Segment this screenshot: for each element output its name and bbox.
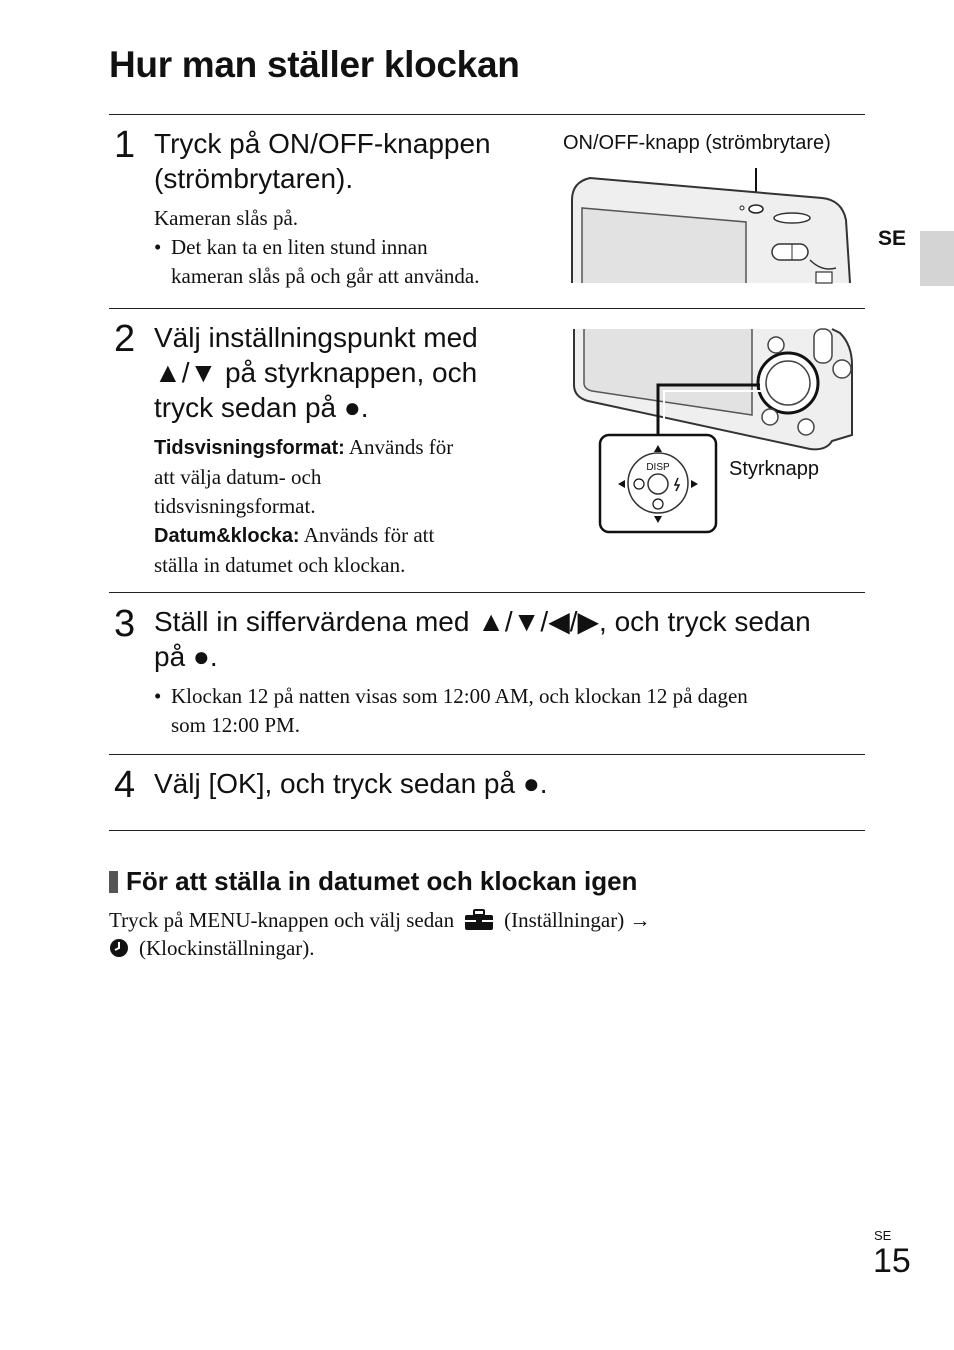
step-3-heading-line: Ställ in siffervärdena med ▲/▼/◀/▶, och tryck sedan bbox=[154, 606, 811, 637]
bullet-line: • Det kan ta en liten stund innan bbox=[171, 235, 428, 259]
bullet-line: som 12:00 PM. bbox=[171, 713, 300, 737]
side-tab bbox=[920, 231, 954, 286]
section-text: (Inställningar) → bbox=[504, 908, 651, 932]
bullet-line: • Klockan 12 på natten visas som 12:00 AM, och klockan 12 på dagen bbox=[171, 684, 748, 708]
divider bbox=[109, 308, 865, 309]
step-4-number: 4 bbox=[114, 764, 135, 806]
step-1-heading bbox=[154, 126, 491, 196]
step-1-text: Kameran slås på. bbox=[154, 206, 299, 230]
section-line bbox=[109, 906, 650, 934]
definition-date-clock bbox=[154, 521, 453, 551]
divider bbox=[109, 114, 865, 115]
clock-icon bbox=[109, 938, 129, 958]
step-1-heading-line: (strömbrytaren). bbox=[154, 163, 354, 194]
disp-label: DISP bbox=[646, 462, 670, 473]
control-button-label: Styrknapp bbox=[729, 458, 820, 480]
section-marker bbox=[109, 871, 118, 893]
definition-text: att välja datum- och bbox=[154, 465, 322, 489]
divider bbox=[109, 830, 865, 831]
definition-text: ställa in datumet och klockan. bbox=[154, 553, 406, 577]
section-text: (Klockinställningar). bbox=[139, 936, 315, 960]
step-2-body bbox=[154, 433, 453, 580]
definition-text: Används för bbox=[344, 435, 454, 459]
toolbox-icon bbox=[464, 909, 494, 931]
definition-time-format bbox=[154, 433, 453, 463]
step-3-number: 3 bbox=[114, 603, 135, 645]
step-2-number: 2 bbox=[114, 318, 135, 360]
page-lang-label: SE bbox=[874, 1228, 892, 1243]
divider bbox=[109, 592, 865, 593]
step-2-heading-line: ▲/▼ på styrknappen, och bbox=[154, 357, 478, 388]
term: Tidsvisningsformat: bbox=[154, 437, 345, 459]
section-line bbox=[109, 934, 650, 962]
step-1-heading-line: Tryck på ON/OFF-knappen bbox=[154, 128, 491, 159]
step-3-heading-line: på ●. bbox=[154, 641, 218, 672]
step-2-heading-line: tryck sedan på ●. bbox=[154, 392, 369, 423]
step-1-bullet bbox=[154, 233, 479, 291]
section-heading bbox=[109, 866, 637, 897]
step-1-number: 1 bbox=[114, 124, 135, 166]
camera-back-illustration bbox=[570, 325, 862, 540]
step-1-body bbox=[154, 204, 479, 291]
step-2-heading-line: Välj inställningspunkt med bbox=[154, 322, 478, 353]
section-body bbox=[109, 906, 650, 962]
camera-top-illustration bbox=[560, 160, 860, 285]
side-tab-label: SE bbox=[878, 227, 907, 250]
onoff-button-label: ON/OFF-knapp (strömbrytare) bbox=[563, 132, 831, 154]
step-3-bullet bbox=[154, 682, 748, 740]
divider bbox=[109, 754, 865, 755]
section-heading-text: För att ställa in datumet och klockan igen bbox=[126, 866, 638, 896]
definition-text: tidsvisningsformat. bbox=[154, 494, 316, 518]
step-4-heading: Välj [OK], och tryck sedan på ●. bbox=[154, 768, 548, 799]
page-number: 15 bbox=[873, 1242, 911, 1280]
section-text: Tryck på MENU-knappen och välj sedan bbox=[109, 908, 455, 932]
step-3-heading bbox=[154, 604, 811, 674]
step-2-heading bbox=[154, 320, 478, 425]
definition-text: Används för att bbox=[299, 523, 435, 547]
page-title: Hur man ställer klockan bbox=[109, 44, 520, 85]
term: Datum&klocka: bbox=[154, 525, 300, 547]
bullet-line: kameran slås på och går att använda. bbox=[171, 264, 480, 288]
step-3-body bbox=[154, 682, 748, 740]
